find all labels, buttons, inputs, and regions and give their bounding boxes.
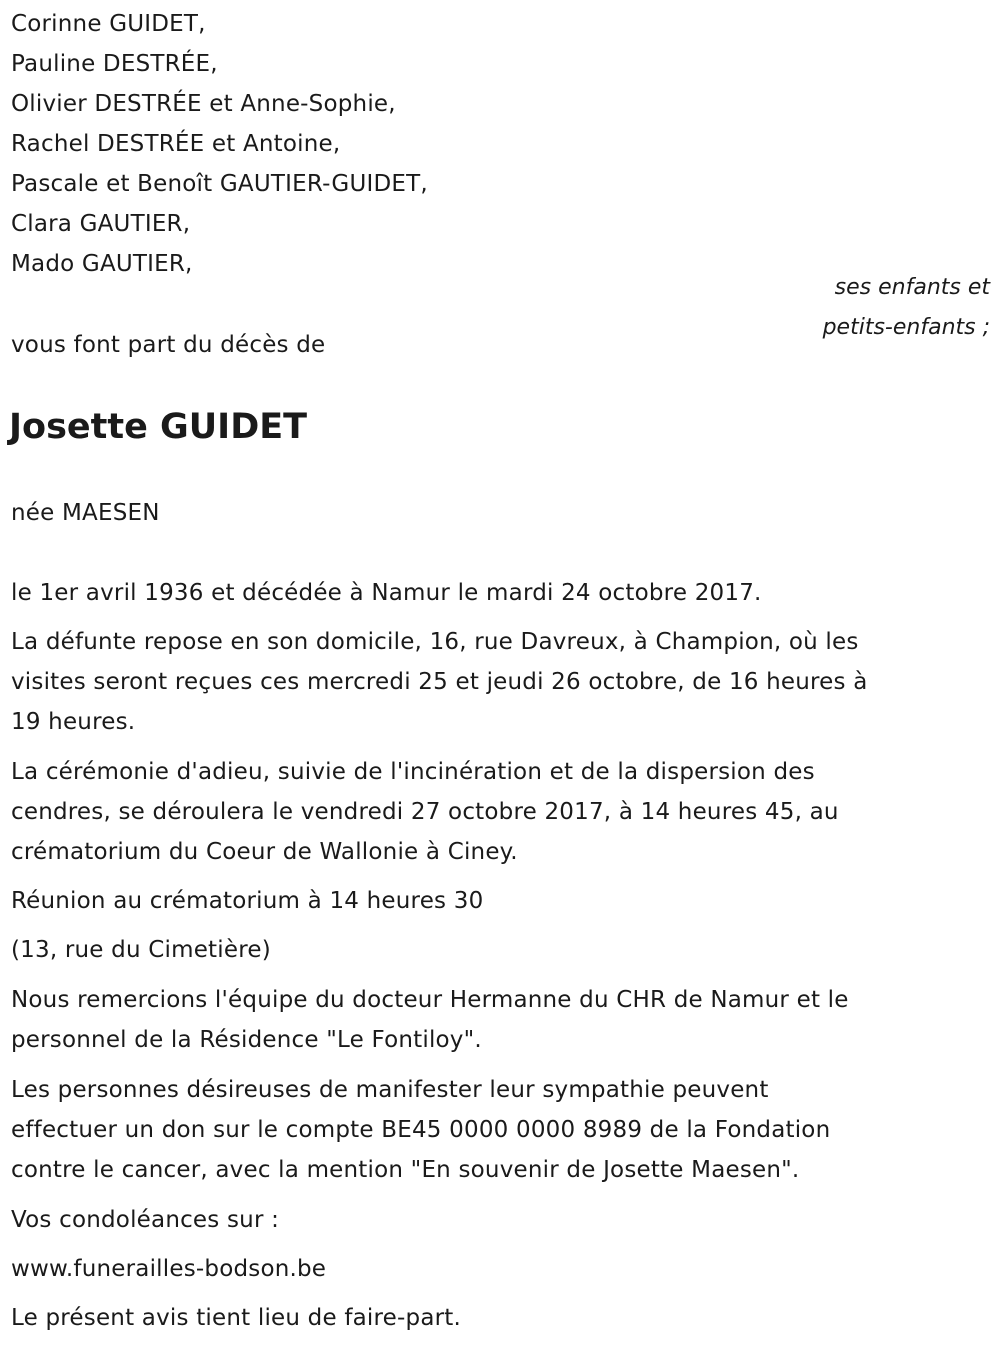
- closing-paragraph: [11, 1298, 986, 1338]
- paragraph-line: le 1er avril 1936 et décédée à Namur le mardi 24 octobre 2017.: [11, 580, 762, 606]
- visitation-paragraph: [11, 622, 986, 742]
- family-member: Corinne GUIDET,: [11, 11, 206, 37]
- paragraph-line: (13, rue du Cimetière): [11, 937, 271, 963]
- paragraph-line: Vos condoléances sur :: [11, 1207, 280, 1233]
- family-member: Pascale et Benoît GAUTIER-GUIDET,: [11, 171, 428, 197]
- paragraph-line: Les personnes désireuses de manifester leur sympathie peuvent: [11, 1077, 769, 1103]
- deceased-name: Josette GUIDET: [9, 407, 308, 447]
- family-member: Mado GAUTIER,: [11, 251, 193, 277]
- paragraph-line: visites seront reçues ces mercredi 25 et jeudi 26 octobre, de 16 heures à: [11, 669, 868, 695]
- family-member: Pauline DESTRÉE,: [11, 51, 218, 77]
- paragraph-line: Le présent avis tient lieu de faire-part.: [11, 1305, 462, 1331]
- family-member: Clara GAUTIER,: [11, 211, 191, 237]
- meeting-paragraph: [11, 881, 986, 921]
- relation-line: petits-enfants ;: [822, 315, 990, 340]
- paragraph-line: Réunion au crématorium à 14 heures 30: [11, 888, 484, 914]
- birth-death-paragraph: [11, 573, 986, 613]
- thanks-paragraph: [11, 980, 986, 1060]
- paragraph-line: 19 heures.: [11, 709, 136, 735]
- condolences-paragraph: [11, 1200, 986, 1240]
- paragraph-line: effectuer un don sur le compte BE45 0000 0000 8989 de la Fondation: [11, 1117, 831, 1143]
- paragraph-line: La cérémonie d'adieu, suivie de l'incinération et de la dispersion des: [11, 759, 815, 785]
- paragraph-line: personnel de la Résidence "Le Fontiloy".: [11, 1027, 482, 1053]
- paragraph-line: cendres, se déroulera le vendredi 27 octobre 2017, à 14 heures 45, au: [11, 799, 839, 825]
- intro-text: vous font part du décès de: [11, 332, 326, 358]
- family-member: Olivier DESTRÉE et Anne-Sophie,: [11, 91, 396, 117]
- relation-line: ses enfants et: [834, 275, 990, 300]
- paragraph-line: La défunte repose en son domicile, 16, rue Davreux, à Champion, où les: [11, 629, 859, 655]
- ceremony-paragraph: [11, 752, 986, 872]
- paragraph-line: contre le cancer, avec la mention "En souvenir de Josette Maesen".: [11, 1157, 800, 1183]
- website-link[interactable]: [11, 1249, 986, 1289]
- address-paragraph: [11, 930, 986, 970]
- family-member: Rachel DESTRÉE et Antoine,: [11, 131, 341, 157]
- donation-paragraph: [11, 1070, 986, 1190]
- paragraph-line: Nous remercions l'équipe du docteur Hermanne du CHR de Namur et le: [11, 987, 849, 1013]
- maiden-name: née MAESEN: [11, 500, 160, 526]
- paragraph-line: crématorium du Coeur de Wallonie à Ciney.: [11, 839, 518, 865]
- website-url[interactable]: www.funerailles-bodson.be: [11, 1256, 327, 1282]
